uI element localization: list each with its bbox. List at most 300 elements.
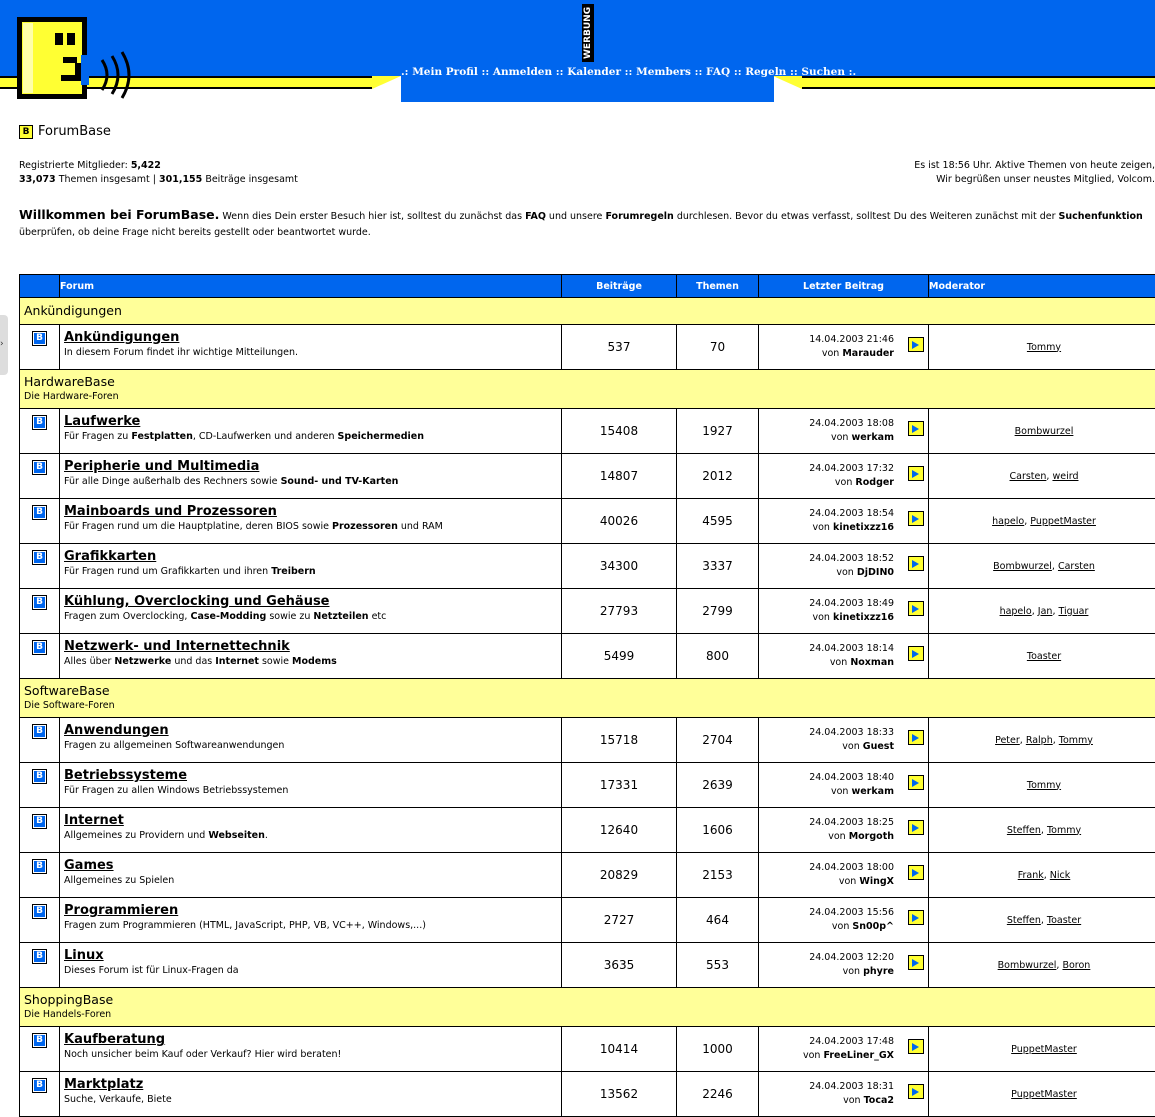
last-post-date: 24.04.2003 17:32 [809, 463, 894, 474]
forum-description: In diesem Forum findet ihr wichtige Mitteilungen. [64, 346, 557, 360]
category-row [20, 298, 1155, 325]
forum-name-cell [60, 325, 562, 370]
forum-posts-count: 537 [562, 325, 677, 370]
forum-link[interactable]: Ankündigungen [64, 330, 557, 346]
forum-posts-count: 12640 [562, 808, 677, 853]
moderator-link[interactable]: Nick [1050, 870, 1070, 881]
moderator-cell: Carsten, weird [929, 454, 1155, 499]
category-name[interactable]: SoftwareBase [24, 683, 1155, 699]
forum-topics-count: 2012 [677, 454, 759, 499]
newest-member-label: Wir begrüßen unser neustes Mitglied, [936, 174, 1114, 185]
moderator-link[interactable]: Bombwurzel [1015, 426, 1074, 437]
forum-topics-count: 1606 [677, 808, 759, 853]
forum-row [20, 1072, 1155, 1117]
forum-status-icon: B [32, 415, 47, 430]
moderator-link[interactable]: Toaster [1027, 651, 1061, 662]
forum-table [19, 274, 1155, 1117]
forum-posts-count: 15718 [562, 718, 677, 763]
go-to-last-post-icon[interactable] [908, 511, 924, 526]
last-post-user[interactable]: werkam [851, 786, 894, 797]
forum-stats [19, 159, 298, 187]
header-icon-cell [20, 275, 60, 298]
last-post-by: von [835, 477, 852, 488]
forum-link[interactable]: Grafikkarten [64, 549, 557, 565]
forum-icon-cell [20, 718, 60, 763]
forum-topics-count: 2704 [677, 718, 759, 763]
forum-row [20, 718, 1155, 763]
moderator-link[interactable]: weird [1052, 471, 1078, 482]
forum-topics-count: 70 [677, 325, 759, 370]
forum-status-icon: B [32, 460, 47, 475]
moderator-cell: hapelo, Jan, Tiguar [929, 589, 1155, 634]
header-last-post: Letzter Beitrag [759, 275, 929, 298]
forum-status-icon: B [32, 331, 47, 346]
forum-posts-count: 40026 [562, 499, 677, 544]
forum-link[interactable]: Linux [64, 948, 557, 964]
moderator-cell: Frank, Nick [929, 853, 1155, 898]
category-name[interactable]: HardwareBase [24, 374, 1155, 390]
moderator-link[interactable]: Steffen [1007, 915, 1041, 926]
category-cell [20, 679, 1155, 718]
forum-link[interactable]: Peripherie und Multimedia [64, 459, 557, 475]
moderator-cell [929, 409, 1155, 454]
last-post-user[interactable]: DjDIN0 [857, 567, 894, 578]
forum-link[interactable]: Internet [64, 813, 557, 829]
nav-sep: :: [552, 66, 567, 78]
posts-count: 301,155 [159, 174, 202, 185]
welcome-text-4: überprüfen, ob deine Frage nicht bereits gestellt oder beantwortet wurde. [19, 227, 371, 238]
last-post-by: von [813, 612, 830, 623]
forum-name-cell [60, 589, 562, 634]
nav-link-3[interactable]: Members [636, 66, 691, 78]
moderator-cell: Bombwurzel, Carsten [929, 544, 1155, 589]
forum-description: Allgemeines zu Spielen [64, 874, 557, 888]
go-to-last-post-icon[interactable] [908, 955, 924, 970]
forum-description: Fragen zum Programmieren (HTML, JavaScript, PHP, VB, VC++, Windows,...) [64, 919, 557, 933]
forum-row [20, 589, 1155, 634]
forum-icon-cell [20, 853, 60, 898]
forum-description: Suche, Verkaufe, Biete [64, 1093, 557, 1107]
header-topics: Themen [677, 275, 759, 298]
forum-link[interactable]: Programmieren [64, 903, 557, 919]
forum-description: Für Fragen rund um die Hauptplatine, deren BIOS sowie Prozessoren und RAM [64, 520, 557, 534]
last-post-user[interactable]: Toca2 [864, 1095, 894, 1106]
last-post-by: von [832, 921, 849, 932]
forum-icon-cell [20, 898, 60, 943]
forum-row [20, 763, 1155, 808]
forum-posts-count: 34300 [562, 544, 677, 589]
forum-posts-count: 13562 [562, 1072, 677, 1117]
active-topics-link[interactable]: Aktive Themen von heute zeigen [995, 160, 1152, 171]
forum-icon-cell [20, 808, 60, 853]
go-to-last-post-icon[interactable] [908, 865, 924, 880]
category-subtitle: Die Hardware-Foren [24, 390, 1155, 404]
welcome-text-3: durchlesen. Bevor du etwas verfasst, solltest Du des Weiteren zunächst mit der [677, 211, 1056, 222]
moderator-link[interactable]: Carsten [1058, 561, 1095, 572]
last-post-cell [759, 853, 929, 898]
last-post-date: 24.04.2003 18:49 [809, 598, 894, 609]
site-header [0, 0, 1155, 102]
nav-link-4[interactable]: FAQ [706, 66, 730, 78]
category-cell [20, 370, 1155, 409]
forum-icon-cell [20, 499, 60, 544]
last-post-by: von [843, 1095, 860, 1106]
go-to-last-post-icon[interactable] [908, 775, 924, 790]
members-count: 5,422 [131, 160, 161, 171]
last-post-date: 24.04.2003 18:14 [809, 643, 894, 654]
rules-link[interactable]: Forumregeln [605, 211, 673, 222]
forum-name-cell [60, 943, 562, 988]
forum-icon-cell [20, 1072, 60, 1117]
category-row [20, 679, 1155, 718]
forum-icon-cell [20, 325, 60, 370]
go-to-last-post-icon[interactable] [908, 601, 924, 616]
forum-row [20, 325, 1155, 370]
moderator-link[interactable]: Boron [1062, 960, 1090, 971]
page-title: ForumBase [38, 124, 111, 139]
side-collapse-tab[interactable] [0, 315, 8, 375]
last-post-cell [759, 409, 929, 454]
forum-description: Fragen zum Overclocking, Case-Modding sowie zu Netzteilen etc [64, 610, 557, 624]
moderator-link[interactable]: PuppetMaster [1011, 1044, 1077, 1055]
forum-b-icon: B [19, 125, 33, 139]
category-row [20, 370, 1155, 409]
go-to-last-post-icon[interactable] [908, 466, 924, 481]
forum-status-icon: B [32, 550, 47, 565]
category-subtitle: Die Software-Foren [24, 699, 1155, 713]
moderator-link[interactable]: Ralph [1026, 735, 1053, 746]
header-forum: Forum [60, 275, 562, 298]
forum-link[interactable]: Kaufberatung [64, 1032, 557, 1048]
forum-status-icon: B [32, 505, 47, 520]
last-post-by: von [831, 786, 848, 797]
last-post-by: von [842, 741, 859, 752]
topics-label: Themen insgesamt | [59, 174, 156, 185]
forum-link[interactable]: Betriebssysteme [64, 768, 557, 784]
moderator-link[interactable]: Tommy [1027, 342, 1061, 353]
moderator-link[interactable]: Tommy [1059, 735, 1093, 746]
forum-name-cell [60, 898, 562, 943]
moderator-link[interactable]: Tommy [1047, 825, 1081, 836]
last-post-date: 24.04.2003 12:20 [809, 952, 894, 963]
go-to-last-post-icon[interactable] [908, 337, 924, 352]
moderator-link[interactable]: Jan [1038, 606, 1053, 617]
forum-icon-cell [20, 943, 60, 988]
forum-description: Für Fragen rund um Grafikkarten und ihren Treibern [64, 565, 557, 579]
forum-posts-count: 17331 [562, 763, 677, 808]
category-row [20, 988, 1155, 1027]
category-cell [20, 298, 1155, 325]
last-post-cell [759, 634, 929, 679]
last-post-by: von [813, 522, 830, 533]
last-post-date: 24.04.2003 17:48 [809, 1036, 894, 1047]
sound-waves-icon [96, 50, 146, 100]
nav-link-5[interactable]: Regeln [745, 66, 786, 78]
last-post-user[interactable]: kinetixzz16 [833, 612, 894, 623]
last-post-cell [759, 718, 929, 763]
last-post-cell [759, 898, 929, 943]
forum-description: Fragen zu allgemeinen Softwareanwendungen [64, 739, 557, 753]
moderator-cell: Peter, Ralph, Tommy [929, 718, 1155, 763]
last-post-cell [759, 325, 929, 370]
forum-description: Für alle Dinge außerhalb des Rechners sowie Sound- und TV-Karten [64, 475, 557, 489]
forum-row [20, 808, 1155, 853]
forum-icon-cell [20, 454, 60, 499]
moderator-link[interactable]: PuppetMaster [1030, 516, 1096, 527]
forumbase-logo-icon[interactable] [15, 15, 89, 101]
top-navigation [401, 66, 774, 78]
forum-description: Allgemeines zu Providern und Webseiten. [64, 829, 557, 843]
table-header-row [20, 275, 1155, 298]
last-post-user[interactable]: Marauder [842, 348, 894, 359]
last-post-user[interactable]: werkam [851, 432, 894, 443]
side-arrow-icon: › [0, 339, 4, 349]
nav-link-1[interactable]: Anmelden [493, 66, 552, 78]
moderator-cell [929, 1027, 1155, 1072]
category-name[interactable]: ShoppingBase [24, 992, 1155, 1008]
forum-name-cell [60, 1072, 562, 1117]
forum-name-cell [60, 853, 562, 898]
last-post-date: 24.04.2003 18:52 [809, 553, 894, 564]
moderator-link[interactable]: Toaster [1047, 915, 1081, 926]
go-to-last-post-icon[interactable] [908, 421, 924, 436]
category-subtitle: Die Handels-Foren [24, 1008, 1155, 1022]
nav-sep: :: [786, 66, 801, 78]
forum-row [20, 898, 1155, 943]
forum-status-icon: B [32, 904, 47, 919]
last-post-by: von [803, 1050, 820, 1061]
forum-status-icon: B [32, 724, 47, 739]
forum-row [20, 943, 1155, 988]
last-post-by: von [839, 876, 856, 887]
forum-name-cell [60, 634, 562, 679]
forum-link[interactable]: Marktplatz [64, 1077, 557, 1093]
forum-link[interactable]: Netzwerk- und Internettechnik [64, 639, 557, 655]
go-to-last-post-icon[interactable] [908, 1084, 924, 1099]
nav-link-0[interactable]: Mein Profil [412, 66, 478, 78]
moderator-cell: hapelo, PuppetMaster [929, 499, 1155, 544]
forum-posts-count: 2727 [562, 898, 677, 943]
last-post-date: 24.04.2003 18:25 [809, 817, 894, 828]
forum-topics-count: 1927 [677, 409, 759, 454]
last-post-date: 24.04.2003 18:33 [809, 727, 894, 738]
search-function-link[interactable]: Suchenfunktion [1059, 211, 1143, 222]
moderator-cell [929, 634, 1155, 679]
last-post-user[interactable]: kinetixzz16 [833, 522, 894, 533]
forum-icon-cell [20, 634, 60, 679]
nav-link-6[interactable]: Suchen [801, 66, 845, 78]
moderator-link[interactable]: Bombwurzel [993, 561, 1052, 572]
forum-topics-count: 1000 [677, 1027, 759, 1072]
forum-status-icon: B [32, 859, 47, 874]
moderator-cell [929, 1072, 1155, 1117]
faq-link[interactable]: FAQ [525, 211, 546, 222]
forum-description: Noch unsicher beim Kauf oder Verkauf? Hier wird beraten! [64, 1048, 557, 1062]
forum-link[interactable]: Laufwerke [64, 414, 557, 430]
last-post-by: von [831, 432, 848, 443]
forum-row [20, 454, 1155, 499]
go-to-last-post-icon[interactable] [908, 556, 924, 571]
forum-name-cell [60, 499, 562, 544]
moderator-link[interactable]: Tommy [1027, 780, 1061, 791]
moderator-link[interactable]: Bombwurzel [998, 960, 1057, 971]
last-post-user[interactable]: Sn00p^ [852, 921, 894, 932]
last-post-by: von [843, 966, 860, 977]
go-to-last-post-icon[interactable] [908, 910, 924, 925]
forum-name-cell [60, 808, 562, 853]
last-post-user[interactable]: Noxman [850, 657, 894, 668]
forum-link[interactable]: Games [64, 858, 557, 874]
forum-name-cell [60, 454, 562, 499]
nav-sep: .: [401, 66, 412, 78]
current-time: Es ist 18:56 Uhr. [914, 160, 992, 171]
header-posts: Beiträge [562, 275, 677, 298]
forum-row [20, 409, 1155, 454]
moderator-cell [929, 325, 1155, 370]
moderator-cell: Steffen, Toaster [929, 898, 1155, 943]
last-post-user[interactable]: Rodger [855, 477, 894, 488]
posts-label: Beiträge insgesamt [205, 174, 298, 185]
moderator-link[interactable]: hapelo [1000, 606, 1032, 617]
go-to-last-post-icon[interactable] [908, 646, 924, 661]
forum-name-cell [60, 544, 562, 589]
last-post-date: 24.04.2003 15:56 [809, 907, 894, 918]
forum-link[interactable]: Anwendungen [64, 723, 557, 739]
nav-sep: :: [730, 66, 745, 78]
forum-status-icon: B [32, 640, 47, 655]
last-post-date: 24.04.2003 18:54 [809, 508, 894, 519]
category-cell [20, 988, 1155, 1027]
breadcrumb [19, 124, 111, 139]
forum-posts-count: 20829 [562, 853, 677, 898]
forum-topics-count: 2246 [677, 1072, 759, 1117]
forum-row [20, 634, 1155, 679]
forum-row [20, 1027, 1155, 1072]
last-post-cell [759, 943, 929, 988]
last-post-user[interactable]: WingX [859, 876, 894, 887]
forum-posts-count: 10414 [562, 1027, 677, 1072]
forum-status-icon: B [32, 814, 47, 829]
last-post-cell [759, 1027, 929, 1072]
forum-description: Alles über Netzwerke und das Internet sowie Modems [64, 655, 557, 669]
nav-link-2[interactable]: Kalender [567, 66, 621, 78]
last-post-user[interactable]: FreeLiner_GX [823, 1050, 894, 1061]
last-post-user[interactable]: Guest [863, 741, 894, 752]
forum-name-cell [60, 718, 562, 763]
nav-sep: :: [478, 66, 493, 78]
forum-topics-count: 553 [677, 943, 759, 988]
forum-status-icon: B [32, 949, 47, 964]
forum-posts-count: 5499 [562, 634, 677, 679]
forum-name-cell [60, 1027, 562, 1072]
last-post-user[interactable]: phyre [863, 966, 894, 977]
last-post-cell [759, 454, 929, 499]
forum-row [20, 853, 1155, 898]
go-to-last-post-icon[interactable] [908, 820, 924, 835]
forum-link[interactable]: Kühlung, Overclocking und Gehäuse [64, 594, 557, 610]
forum-topics-count: 2153 [677, 853, 759, 898]
forum-description: Für Fragen zu allen Windows Betriebssystemen [64, 784, 557, 798]
forum-topics-count: 464 [677, 898, 759, 943]
forum-status-icon: B [32, 595, 47, 610]
members-label: Registrierte Mitglieder: [19, 160, 128, 171]
forum-topics-count: 800 [677, 634, 759, 679]
forum-icon-cell [20, 544, 60, 589]
topics-count: 33,073 [19, 174, 56, 185]
moderator-cell: Bombwurzel, Boron [929, 943, 1155, 988]
moderator-link[interactable]: Tiguar [1058, 606, 1088, 617]
forum-status-icon: B [32, 769, 47, 784]
last-post-by: von [836, 567, 853, 578]
last-post-date: 14.04.2003 21:46 [809, 334, 894, 345]
forum-icon-cell [20, 409, 60, 454]
forum-name-cell [60, 763, 562, 808]
last-post-cell [759, 499, 929, 544]
welcome-title: Willkommen bei ForumBase. [19, 207, 219, 222]
last-post-by: von [822, 348, 839, 359]
forum-link[interactable]: Mainboards und Prozessoren [64, 504, 557, 520]
forum-posts-count: 14807 [562, 454, 677, 499]
last-post-date: 24.04.2003 18:40 [809, 772, 894, 783]
nav-sep: :: [691, 66, 706, 78]
time-info: Es ist 18:56 Uhr. Aktive Themen von heute zeigen, Wir begrüßen unser neustes Mitglied, Volcom. [914, 159, 1155, 187]
last-post-cell [759, 589, 929, 634]
ad-label: WERBUNG [582, 4, 594, 62]
forum-row [20, 499, 1155, 544]
forum-posts-count: 15408 [562, 409, 677, 454]
forum-icon-cell [20, 1027, 60, 1072]
moderator-link[interactable]: Frank [1018, 870, 1044, 881]
last-post-date: 24.04.2003 18:00 [809, 862, 894, 873]
last-post-user[interactable]: Morgoth [849, 831, 894, 842]
category-name[interactable]: Ankündigungen [24, 303, 1155, 319]
newest-member-link[interactable]: Volcom [1117, 174, 1152, 185]
nav-sep: :: [621, 66, 636, 78]
moderator-cell [929, 763, 1155, 808]
last-post-by: von [828, 831, 845, 842]
moderator-link[interactable]: hapelo [992, 516, 1024, 527]
forum-topics-count: 2639 [677, 763, 759, 808]
moderator-link[interactable]: Steffen [1007, 825, 1041, 836]
last-post-cell [759, 808, 929, 853]
welcome-text-2: und unsere [549, 211, 602, 222]
moderator-cell: Steffen, Tommy [929, 808, 1155, 853]
moderator-link[interactable]: PuppetMaster [1011, 1089, 1077, 1100]
forum-row [20, 544, 1155, 589]
forum-status-icon: B [32, 1033, 47, 1048]
last-post-date: 24.04.2003 18:31 [809, 1081, 894, 1092]
forum-description: Für Fragen zu Festplatten, CD-Laufwerken und anderen Speichermedien [64, 430, 557, 444]
moderator-link[interactable]: Carsten [1010, 471, 1047, 482]
moderator-link[interactable]: Peter [995, 735, 1020, 746]
forum-topics-count: 3337 [677, 544, 759, 589]
forum-icon-cell [20, 589, 60, 634]
forum-description: Dieses Forum ist für Linux-Fragen da [64, 964, 557, 978]
go-to-last-post-icon[interactable] [908, 1039, 924, 1054]
header-moderator: Moderator [929, 275, 1155, 298]
last-post-cell [759, 544, 929, 589]
forum-topics-count: 4595 [677, 499, 759, 544]
header-notch-left [372, 76, 401, 89]
welcome-message [19, 207, 1144, 241]
welcome-text-1: Wenn dies Dein erster Besuch hier ist, solltest du zunächst das [222, 211, 522, 222]
nav-suffix: :. [845, 66, 856, 78]
last-post-date: 24.04.2003 18:08 [809, 418, 894, 429]
last-post-cell [759, 763, 929, 808]
forum-topics-count: 2799 [677, 589, 759, 634]
go-to-last-post-icon[interactable] [908, 730, 924, 745]
forum-posts-count: 3635 [562, 943, 677, 988]
